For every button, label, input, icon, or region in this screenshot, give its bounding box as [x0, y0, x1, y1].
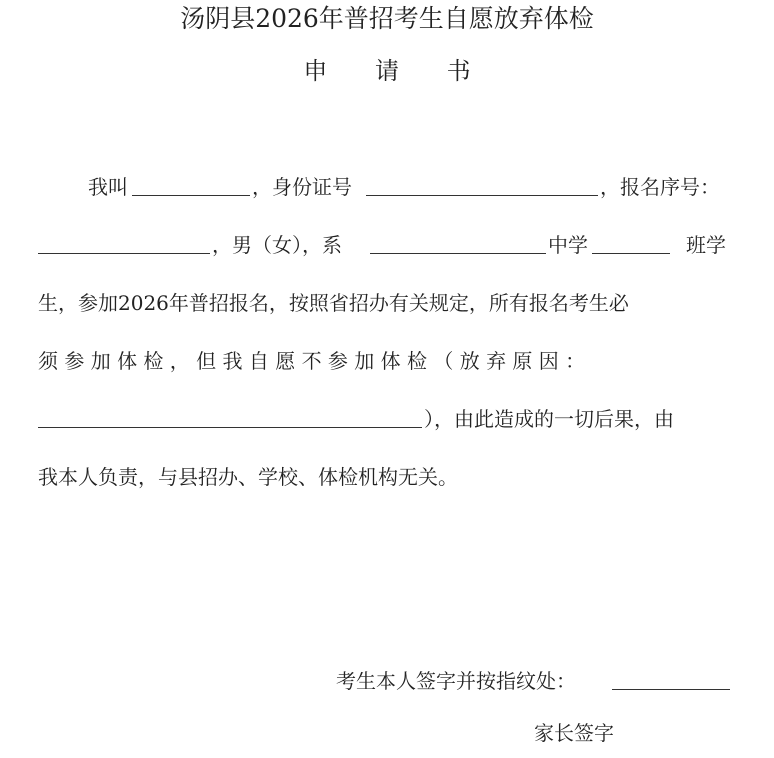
body-line-2	[0, 228, 774, 262]
student-signature-blank[interactable]	[612, 689, 730, 690]
body-text-4: 须 参 加 体 检 ， 但 我 自 愿 不 参 加 体 检 （ 放 弃 原 因 ：	[38, 349, 586, 373]
school-label: 中学	[548, 233, 588, 257]
parent-signature-label: 家长签字	[534, 721, 614, 745]
registration-number-label: ，报名序号：	[600, 175, 720, 199]
document-subtitle: 申 请 书	[303, 57, 491, 85]
student-signature-label: 考生本人签字并按指纹处：	[336, 669, 576, 693]
class-label: 班学	[686, 233, 726, 257]
body-text-3: 生，参加2026年普招报名，按照省招办有关规定，所有报名考生必	[38, 291, 629, 315]
reason-blank[interactable]	[38, 427, 422, 428]
name-blank[interactable]	[132, 195, 250, 196]
name-label: 我叫	[88, 175, 128, 199]
body-line-6	[0, 460, 774, 494]
id-number-label: ，身份证号	[252, 175, 352, 199]
student-signature-line	[0, 664, 774, 698]
body-line-5	[0, 402, 774, 436]
gender-class-label: ，男（女），系	[212, 233, 342, 257]
body-text-5: ），由此造成的一切后果，由	[424, 407, 674, 431]
class-blank[interactable]	[592, 253, 670, 254]
id-number-blank[interactable]	[366, 195, 598, 196]
registration-number-blank[interactable]	[38, 253, 210, 254]
body-line-3	[0, 286, 774, 320]
school-blank[interactable]	[370, 253, 546, 254]
body-text-6: 我本人负责，与县招办、学校、体检机构无关。	[38, 465, 458, 489]
document-title: 汤阴县2026年普招考生自愿放弃体检	[180, 4, 594, 33]
parent-signature-line	[0, 716, 774, 750]
body-line-1	[0, 170, 774, 204]
body-line-4	[0, 344, 774, 378]
